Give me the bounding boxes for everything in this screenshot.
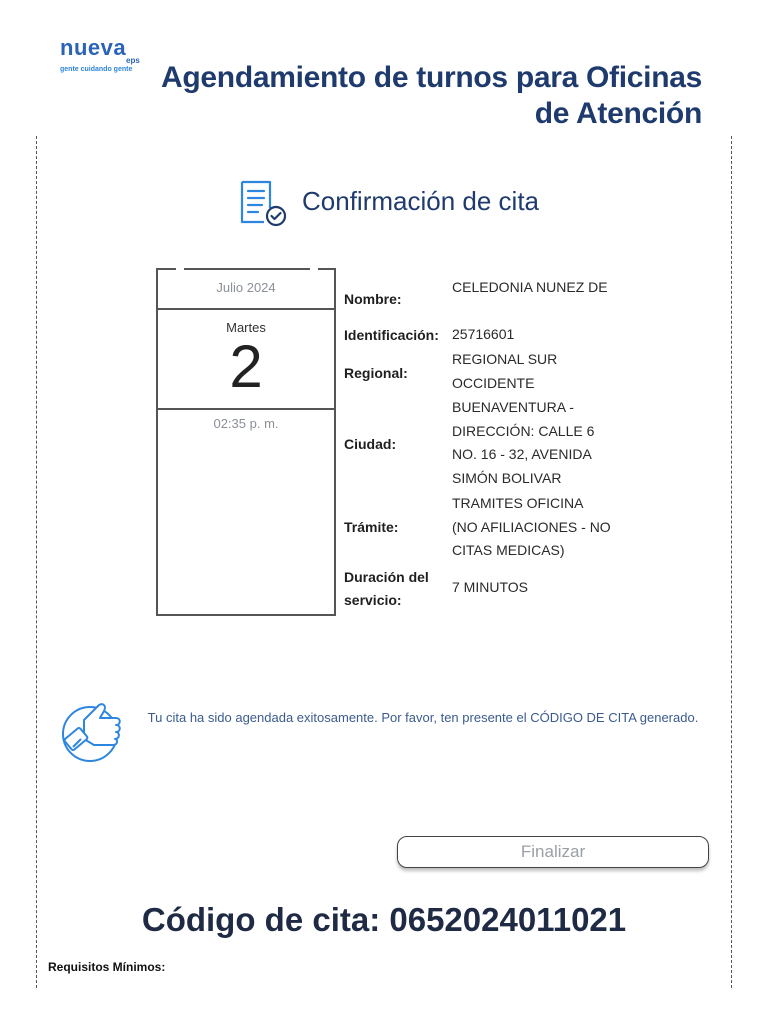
calendar-divider (158, 308, 334, 310)
finalize-button[interactable]: Finalizar (397, 836, 709, 868)
identificacion-label: Identificación: (344, 327, 439, 343)
left-dotted-divider (36, 136, 37, 988)
calendar-time: 02:35 p. m. (213, 416, 279, 431)
tramite-label: Trámite: (344, 519, 399, 535)
nueva-eps-logo (60, 36, 150, 86)
calendar-day-number: 2 (229, 333, 263, 400)
success-message: Tu cita ha sido agendada exitosamente. Por favor, ten presente el CÓDIGO DE CITA generado. (147, 710, 699, 725)
page-title: Agendamiento de turnos para Oficinas de Atención (161, 61, 702, 130)
calendar-divider (158, 408, 334, 410)
ciudad-value: BUENAVENTURA - DIRECCIÓN: CALLE 6 NO. 16 - 32, AVENIDA SIMÓN BOLIVAR (452, 399, 595, 486)
thumbs-up-icon (58, 694, 128, 764)
duracion-value: 7 MINUTOS (452, 579, 528, 595)
nombre-value: CELEDONIA NUNEZ DE (452, 279, 608, 295)
document-check-icon (238, 178, 288, 228)
logo-eps: eps (126, 56, 140, 65)
ciudad-label: Ciudad: (344, 436, 397, 452)
calendar-top-edge (156, 268, 176, 270)
requirements-title: Requisitos Mínimos: (48, 960, 166, 974)
appointment-calendar-card (156, 270, 336, 616)
calendar-top-edge (318, 268, 336, 270)
appointment-code: Código de cita: 0652024011021 (141, 901, 627, 938)
calendar-weekday: Martes (226, 320, 266, 335)
logo-slogan: gente cuidando gente (60, 66, 133, 73)
identificacion-value: 25716601 (452, 326, 515, 342)
duracion-label: Duración del servicio: (344, 569, 429, 608)
calendar-top-edge (184, 268, 310, 270)
regional-label: Regional: (344, 365, 408, 381)
confirmation-title: Confirmación de cita (302, 186, 539, 216)
tramite-value: TRAMITES OFICINA (NO AFILIACIONES - NO CITAS MEDICAS) (452, 495, 611, 558)
regional-value: REGIONAL SUR OCCIDENTE (452, 351, 558, 391)
calendar-month: Julio 2024 (216, 280, 276, 295)
right-dotted-divider (731, 136, 732, 988)
logo-wordmark: nueva (60, 35, 127, 60)
nombre-label: Nombre: (344, 291, 402, 307)
